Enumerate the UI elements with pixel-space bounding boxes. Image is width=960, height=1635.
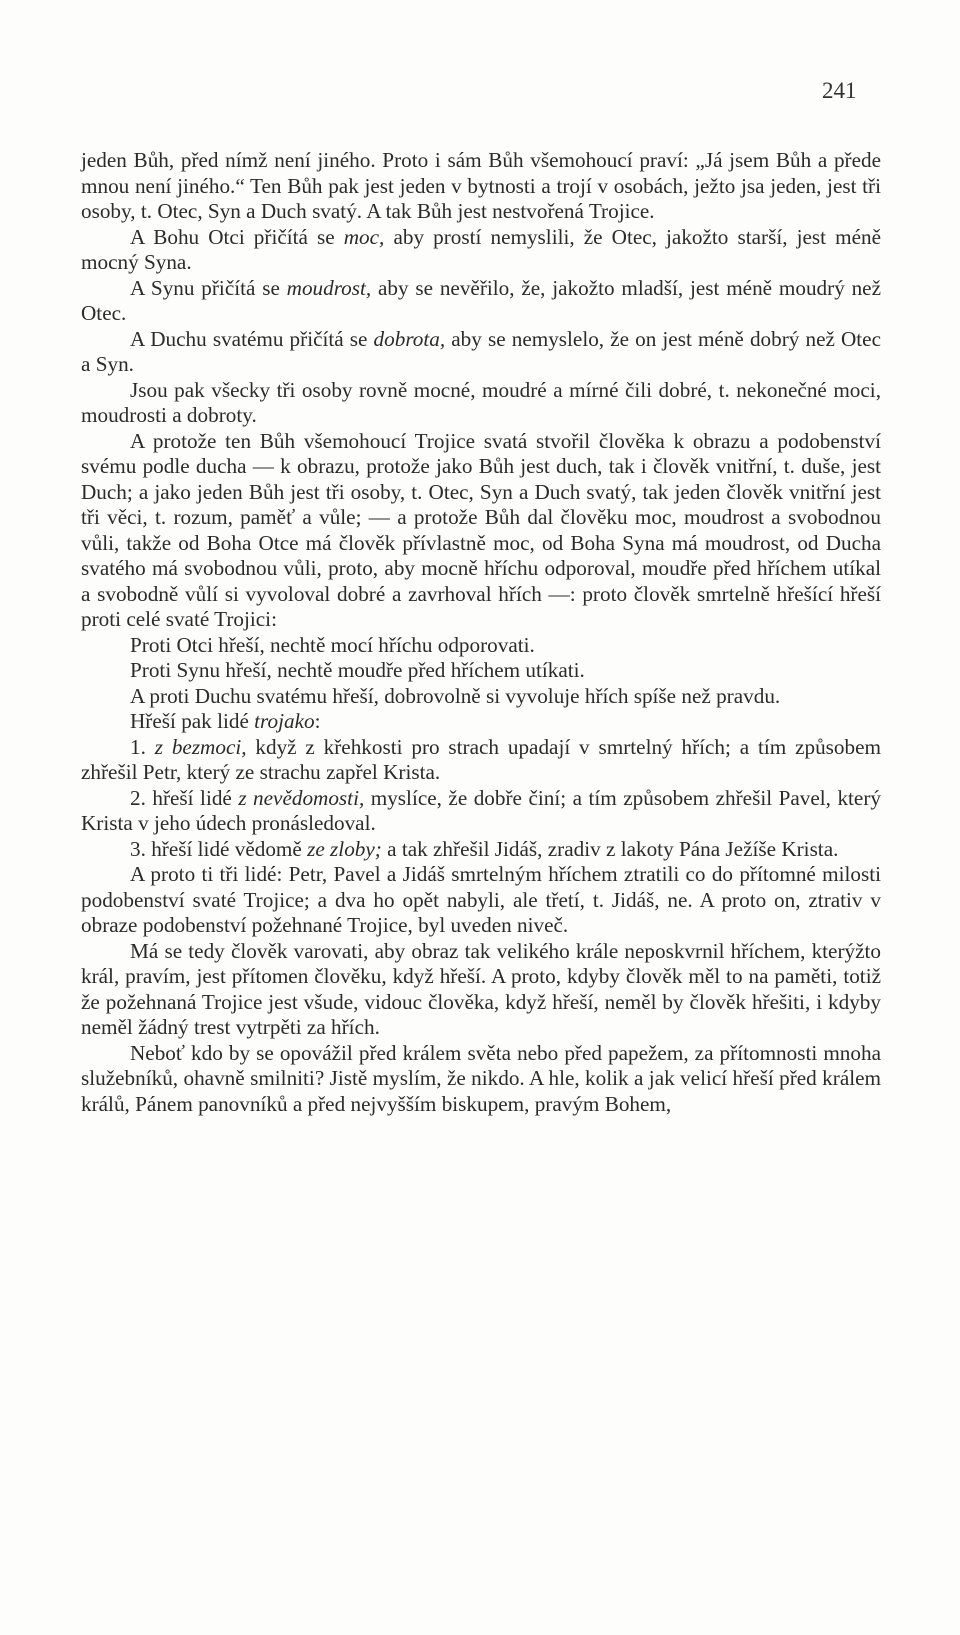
text-run: Neboť kdo by se opovážil před králem světa nebo před papežem, za přítomnosti mnoha služebníků, ohavně smilniti? Jistě myslím, že nikdo. A hle, kolik a jak velicí hřeší před králem králů, Pánem panovníků a před nejvyšším biskupem, pravým Bohem,	[81, 1040, 881, 1116]
emphasized-text: moc,	[343, 224, 385, 249]
emphasized-text: z bezmoci,	[154, 734, 247, 759]
emphasized-text: ze zloby;	[307, 836, 382, 861]
text-run: A protože ten Bůh všemohoucí Trojice svatá stvořil člověka k obrazu a podobenství svému podle ducha — k obrazu, protože jako Bůh jest duch, tak i člověk vnitřní, t. duše, jest Duch; a jako jeden Bůh jest tři osoby, t. Otec, Syn a Duch svatý, tak jeden člověk vnitřní jest tři věci, t. rozum, paměť a vůle; — a protože Bůh dal člověku moc, moudrost a svobodnou vůli, takže od Boha Otce má člověk přívlastně moc, od Boha Syna má moudrost, od Ducha svatého má svobodnou vůli, proto, aby mocně hříchu odporoval, moudře před hříchem utíkal a svobodně vůlí si vyvoloval dobré a zavrhoval hřích —: proto člověk smrtelně hřešící hřeší proti celé svaté Trojici:	[81, 428, 881, 631]
paragraph	[81, 735, 881, 786]
paragraph	[81, 148, 881, 225]
text-run: Proti Otci hřeší, nechtě mocí hříchu odporovati.	[130, 632, 535, 657]
text-run: A proti Duchu svatému hřeší, dobrovolně si vyvoluje hřích spíše než pravdu.	[130, 683, 781, 708]
text-run: myslíce, že dobře činí; a tím způsobem zhřešil Pavel, který Krista v jeho údech pronásledoval.	[81, 785, 881, 835]
paragraph	[81, 939, 881, 1041]
paragraph	[81, 786, 881, 837]
paragraph	[81, 1041, 881, 1118]
page-number: 241	[822, 78, 857, 103]
text-run: 3. hřeší lidé vědomě	[130, 836, 308, 861]
paragraph	[81, 658, 881, 684]
text-run: A Synu přičítá se	[130, 275, 287, 300]
emphasized-text: moudrost,	[286, 275, 372, 300]
emphasized-text: dobrota,	[373, 326, 446, 351]
text-run: Hřeší pak lidé	[130, 709, 255, 733]
text-run: Proti Synu hřeší, nechtě moudře před hříchem utíkati.	[130, 658, 585, 682]
paragraph	[81, 429, 881, 633]
text-run: jeden Bůh, před nímž není jiného. Proto i sám Bůh všemohoucí praví: „Já jsem Bůh a přede mnou není jiného.“ Ten Bůh pak jest jeden v bytnosti a trojí v osobách, ježto jsa jeden, jest tři osoby, t. Otec, Syn a Duch svatý. A tak Bůh jest nestvořená Trojice.	[81, 148, 881, 223]
text-run: aby prostí nemyslili, že Otec, jakožto starší, jest méně mocný Syna.	[81, 224, 881, 274]
paragraph	[81, 709, 881, 735]
text-run: Jsou pak všecky tři osoby rovně mocné, moudré a mírné čili dobré, t. nekonečné moci, moudrosti a dobroty.	[81, 377, 881, 427]
text-run: aby se nemyslelo, že on jest méně dobrý než Otec a Syn.	[81, 326, 881, 376]
paragraph	[81, 684, 881, 710]
text-run: aby se nevěřilo, že, jakožto mladší, jest méně moudrý než Otec.	[81, 275, 881, 325]
text-run: A proto ti tři lidé: Petr, Pavel a Jidáš smrtelným hříchem ztratili co do přítomné milosti podobenství svaté Trojice; a dva ho opět nabyli, ale třetí, t. Jidáš, ne. A proto on, ztrativ v obraze podobenství požehnané Trojice, byl uveden niveč.	[81, 862, 881, 937]
paragraph	[81, 327, 881, 378]
text-run: A Bohu Otci přičítá se	[130, 224, 344, 249]
text-run: Má se tedy člověk varovati, aby obraz tak velikého krále neposkvrnil hříchem, kterýžto král, pravím, jest přítomen člověku, když hřeší. A proto, kdyby člověk měl to na paměti, totiž že požehnaná Trojice jest všude, vidouc člověka, když hřeší, neměl by člověk hřešiti, i kdyby neměl žádný trest vytrpěti za hřích.	[81, 938, 881, 1039]
emphasized-text: z nevědomosti,	[238, 785, 365, 810]
text-run: :	[314, 709, 321, 733]
paragraph	[81, 276, 881, 327]
text-run: 1.	[130, 734, 155, 759]
text-run: A Duchu svatému přičítá se	[130, 326, 374, 351]
text-run: 2. hřeší lidé	[130, 785, 239, 810]
emphasized-text: trojako	[254, 709, 315, 733]
paragraph	[81, 378, 881, 429]
paragraph	[81, 225, 881, 276]
paragraph	[81, 633, 881, 659]
paragraph	[81, 862, 881, 939]
paragraph	[81, 837, 881, 863]
text-run: když z křehkosti pro strach upadají v smrtelný hřích; a tím způsobem zhřešil Petr, který ze strachu zapřel Krista.	[81, 734, 881, 784]
body-text	[81, 148, 881, 1117]
text-run: a tak zhřešil Jidáš, zradiv z lakoty Pána Ježíše Krista.	[381, 836, 839, 861]
